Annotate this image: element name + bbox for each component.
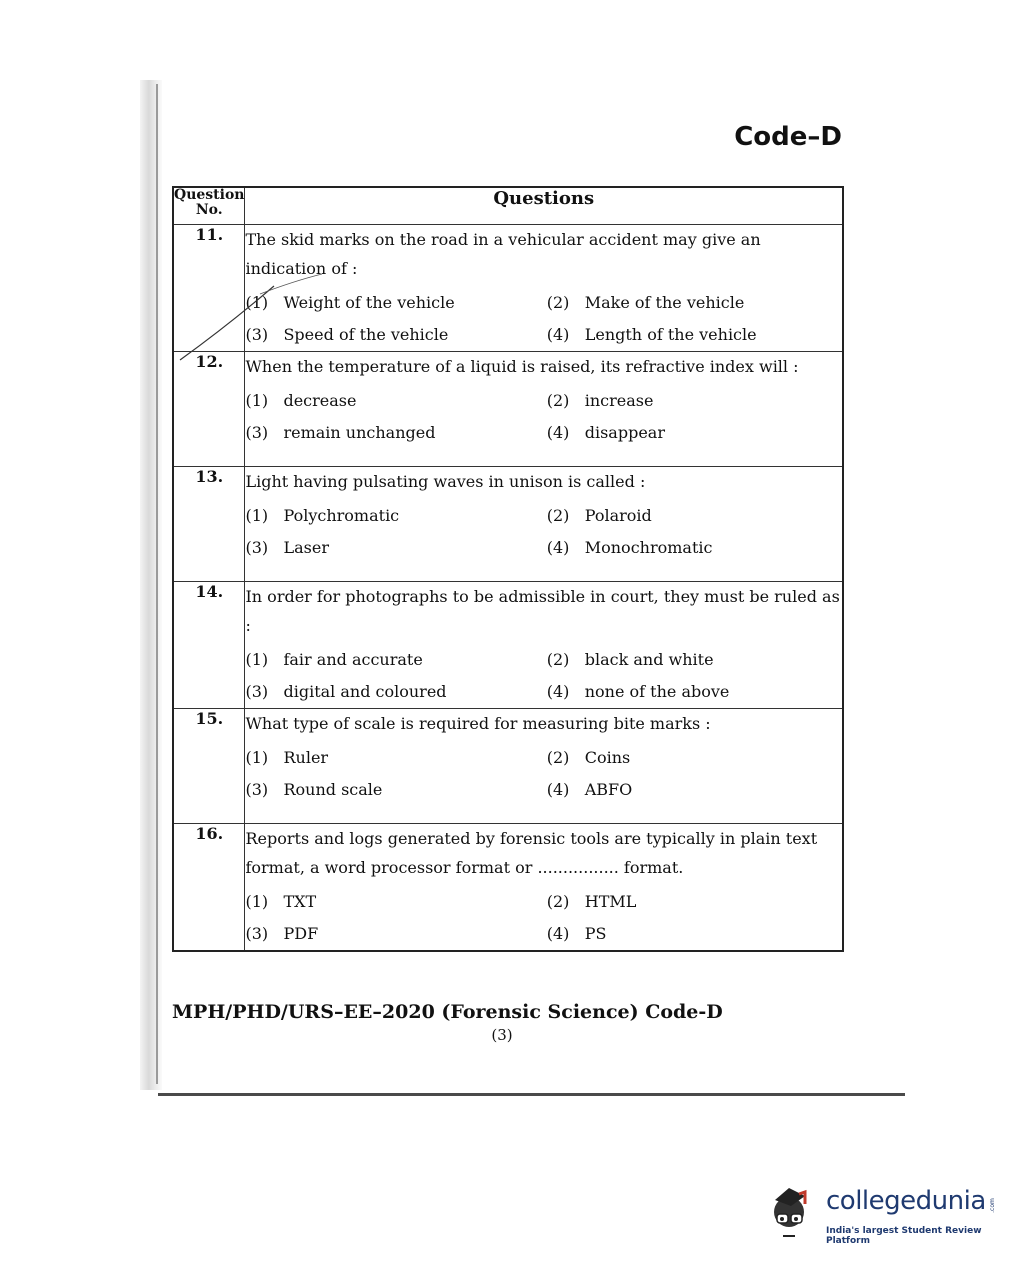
option-label: (1) <box>245 892 269 911</box>
answer-option <box>547 287 842 319</box>
question-row <box>173 467 843 582</box>
bottom-rule <box>158 1093 905 1096</box>
options-grid <box>245 886 842 950</box>
option-text: HTML <box>584 892 637 911</box>
answer-option <box>547 500 842 532</box>
question-cell <box>245 824 843 952</box>
page-number: (3) <box>491 1026 513 1044</box>
question-text: Light having pulsating waves in unison is called : <box>245 472 646 491</box>
answer-option <box>547 319 842 351</box>
option-label: (3) <box>245 538 269 557</box>
option-text: Coins <box>584 748 631 767</box>
options-grid <box>245 644 842 708</box>
option-label: (4) <box>546 538 570 557</box>
question-text: In order for photographs to be admissible in court, they must be ruled as : <box>245 587 840 635</box>
answer-option <box>245 676 540 708</box>
question-row <box>173 709 843 824</box>
option-label: (1) <box>245 391 269 410</box>
option-label: (2) <box>546 748 570 767</box>
option-label: (1) <box>245 293 269 312</box>
option-text: digital and coloured <box>283 682 447 701</box>
option-text: PS <box>584 924 607 943</box>
options-grid <box>245 742 842 806</box>
option-label: (1) <box>245 748 269 767</box>
option-text: increase <box>584 391 654 410</box>
option-text: remain unchanged <box>283 423 436 442</box>
question-cell <box>245 225 843 352</box>
option-label: (2) <box>546 892 570 911</box>
answer-option <box>547 742 842 774</box>
option-label: (3) <box>245 423 269 442</box>
options-grid <box>245 287 842 351</box>
answer-option <box>547 644 842 676</box>
option-text: Monochromatic <box>584 538 713 557</box>
question-no-header: Question No. <box>173 187 245 225</box>
question-number: 16. <box>173 824 245 952</box>
questions-header: Questions <box>245 187 843 225</box>
answer-option <box>547 676 842 708</box>
exam-footer: MPH/PHD/URS–EE–2020 (Forensic Science) Code-D <box>172 1001 723 1023</box>
question-number: 13. <box>173 467 245 582</box>
option-label: (4) <box>546 325 570 344</box>
option-label: (1) <box>245 506 269 525</box>
answer-option <box>547 918 842 950</box>
question-cell <box>245 467 843 582</box>
option-text: Length of the vehicle <box>584 325 757 344</box>
question-number: 14. <box>173 582 245 709</box>
scan-edge-line <box>156 84 158 1084</box>
options-grid <box>245 385 842 449</box>
option-text: Speed of the vehicle <box>283 325 449 344</box>
option-text: Make of the vehicle <box>584 293 745 312</box>
option-text: disappear <box>584 423 665 442</box>
answer-option <box>245 417 540 449</box>
question-text: What type of scale is required for measuring bite marks : <box>245 714 711 733</box>
answer-option <box>245 500 540 532</box>
option-label: (3) <box>245 924 269 943</box>
paper-code: Code–D <box>734 122 842 152</box>
option-text: Round scale <box>283 780 383 799</box>
option-text: TXT <box>283 892 317 911</box>
question-cell <box>245 709 843 824</box>
option-label: (4) <box>546 682 570 701</box>
question-number: 12. <box>173 352 245 467</box>
answer-option <box>547 385 842 417</box>
answer-option <box>245 644 540 676</box>
option-label: (4) <box>546 780 570 799</box>
option-label: (4) <box>546 423 570 442</box>
option-label: (2) <box>546 650 570 669</box>
option-label: (2) <box>546 391 570 410</box>
option-text: none of the above <box>584 682 730 701</box>
question-row <box>173 824 843 952</box>
option-text: black and white <box>584 650 714 669</box>
option-label: (3) <box>245 682 269 701</box>
answer-option <box>245 774 540 806</box>
answer-option <box>245 886 540 918</box>
answer-option <box>245 742 540 774</box>
option-label: (3) <box>245 325 269 344</box>
option-text: fair and accurate <box>283 650 423 669</box>
option-text: Polaroid <box>584 506 652 525</box>
pen-strike-mark <box>176 272 326 372</box>
option-text: decrease <box>283 391 357 410</box>
answer-option <box>547 532 842 564</box>
brand-suffix: .com <box>988 1198 996 1213</box>
option-text: PDF <box>283 924 319 943</box>
option-text: Laser <box>283 538 329 557</box>
question-cell <box>245 582 843 709</box>
question-row <box>173 582 843 709</box>
option-label: (3) <box>245 780 269 799</box>
question-text: The skid marks on the road in a vehicular accident may give an indication of : <box>245 230 761 278</box>
answer-option <box>547 417 842 449</box>
question-text: When the temperature of a liquid is raised, its refractive index will : <box>245 357 799 376</box>
answer-option <box>547 886 842 918</box>
question-text: Reports and logs generated by forensic tools are typically in plain text format, a word processor format or ................ format. <box>245 829 818 877</box>
question-number: 15. <box>173 709 245 824</box>
brand-tagline: India's largest Student Review Platform <box>826 1226 982 1246</box>
option-text: ABFO <box>584 780 633 799</box>
option-label: (2) <box>546 293 570 312</box>
brand-name: collegedunia <box>826 1186 986 1216</box>
answer-option <box>245 918 540 950</box>
scan-edge-shadow <box>140 80 162 1090</box>
option-text: Ruler <box>283 748 329 767</box>
option-label: (2) <box>546 506 570 525</box>
option-label: (1) <box>245 650 269 669</box>
question-number: 11. <box>173 225 245 352</box>
options-grid <box>245 500 842 564</box>
question-cell <box>245 352 843 467</box>
option-label: (4) <box>546 924 570 943</box>
option-text: Polychromatic <box>283 506 400 525</box>
answer-option <box>245 532 540 564</box>
option-text: Weight of the vehicle <box>283 293 455 312</box>
answer-option <box>245 385 540 417</box>
table-header-row <box>173 187 843 225</box>
answer-option <box>547 774 842 806</box>
